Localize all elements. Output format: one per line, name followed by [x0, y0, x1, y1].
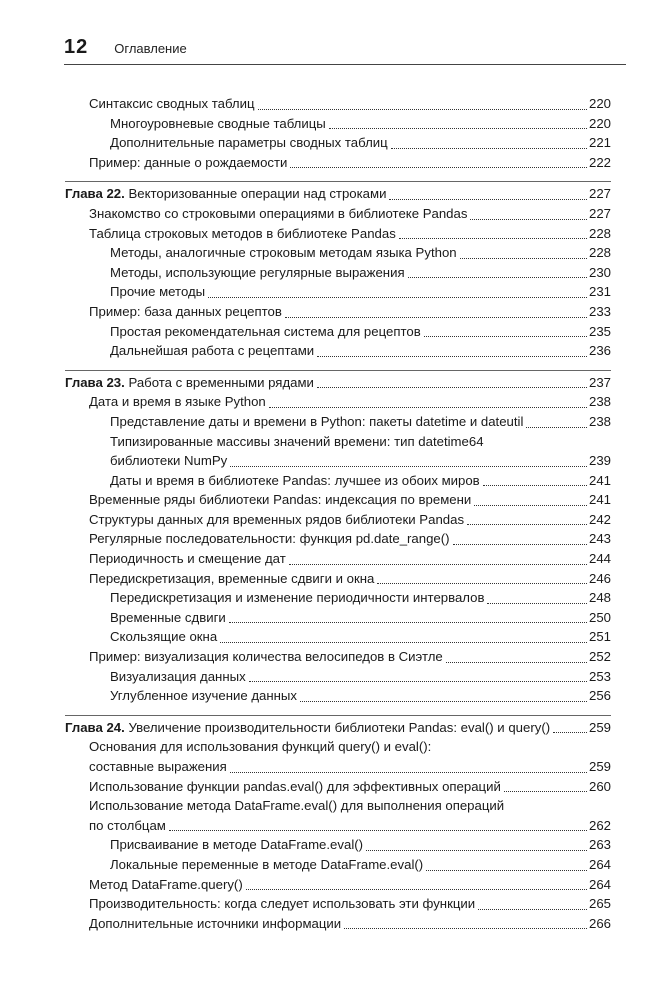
entry-title: Дополнительные параметры сводных таблиц — [110, 135, 388, 151]
page-ref: 220 — [588, 115, 611, 131]
page-ref: 265 — [588, 896, 611, 912]
entry-title: Периодичность и смещение дат — [89, 551, 286, 567]
dot-leader — [289, 563, 587, 565]
dot-leader — [470, 218, 587, 220]
dot-leader — [317, 386, 587, 388]
toc-section-entry[interactable] — [65, 569, 611, 589]
toc-section-entry[interactable] — [65, 94, 611, 114]
toc-section-entry[interactable] — [65, 204, 611, 224]
toc-subsection-entry[interactable] — [65, 133, 611, 153]
toc-entry-first-line[interactable]: Типизированные массивы значений времени: тип datetime64 — [110, 433, 484, 449]
chapter-gap — [65, 361, 611, 370]
toc-section-entry[interactable] — [65, 757, 611, 777]
entry-title: Производительность: когда следует использовать эти функции — [89, 896, 476, 912]
running-title: Оглавление — [114, 41, 187, 56]
dot-leader — [258, 108, 587, 110]
entry-title: Пример: визуализация количества велосипедов в Сиэтле — [89, 649, 443, 665]
page-ref: 241 — [588, 472, 611, 488]
toc-subsection-entry[interactable] — [65, 855, 611, 875]
entry-title: Методы, аналогичные строковым методам языка Python — [110, 245, 457, 261]
toc-section-entry[interactable] — [65, 392, 611, 412]
chapter-label: Глава 22. — [65, 186, 125, 202]
page-ref: 242 — [588, 511, 611, 527]
toc-section-entry[interactable] — [65, 816, 611, 836]
entry-title: Дополнительные источники информации — [89, 915, 342, 931]
toc-section-entry[interactable] — [65, 529, 611, 549]
dot-leader — [246, 888, 587, 890]
page-ref: 246 — [588, 570, 611, 586]
toc-subsection-entry[interactable] — [65, 451, 611, 471]
entry-title: библиотеки NumPy — [110, 453, 228, 469]
dot-leader — [229, 621, 587, 623]
dot-leader — [208, 296, 587, 298]
entry-title: Временные ряды библиотеки Pandas: индексация по времени — [89, 492, 472, 508]
page-ref: 259 — [588, 719, 611, 735]
page-ref: 250 — [588, 609, 611, 625]
page-ref: 238 — [588, 394, 611, 410]
entry-title: Дальнейшая работа с рецептами — [110, 343, 315, 359]
entry-title: Метод DataFrame.query() — [89, 876, 243, 892]
page-ref: 248 — [588, 590, 611, 606]
dot-leader — [460, 257, 587, 259]
toc-subsection-entry[interactable] — [65, 588, 611, 608]
page-ref: 228 — [588, 225, 611, 241]
chapter-label: Глава 24. — [65, 719, 125, 735]
toc-entry-first-line[interactable]: Основания для использования функций query() и eval(): — [89, 739, 432, 755]
table-of-contents — [65, 94, 611, 933]
dot-leader — [230, 771, 587, 773]
dot-leader — [377, 582, 587, 584]
page-ref: 259 — [588, 759, 611, 774]
page-ref: 264 — [588, 876, 611, 892]
toc-entry-first-line[interactable]: Использование метода DataFrame.eval() для выполнения операций — [89, 798, 505, 814]
page-ref: 238 — [588, 413, 611, 429]
page-ref: 266 — [588, 915, 611, 931]
entry-title: Пример: данные о рождаемости — [89, 154, 288, 170]
entry-title: Скользящие окна — [110, 629, 218, 645]
entry-title: Регулярные последовательности: функция pd.date_range() — [89, 531, 450, 547]
page-ref: 256 — [588, 688, 611, 704]
entry-title: Дата и время в языке Python — [89, 394, 266, 410]
entry-title: Синтаксис сводных таблиц — [89, 96, 255, 111]
chapter-separator — [65, 181, 611, 182]
toc-section-entry[interactable] — [65, 302, 611, 322]
page-ref: 252 — [588, 649, 611, 665]
toc-subsection-entry[interactable] — [65, 341, 611, 361]
dot-leader — [220, 641, 587, 643]
entry-title: Использование функции pandas.eval() для эффективных операций — [89, 778, 501, 794]
toc-subsection-entry[interactable] — [65, 412, 611, 432]
dot-leader — [467, 523, 587, 525]
page-ref: 251 — [588, 629, 611, 645]
dot-leader — [483, 484, 587, 486]
page-ref: 221 — [588, 135, 611, 151]
entry-title: Структуры данных для временных рядов библиотеки Pandas — [89, 511, 465, 527]
entry-title: Таблица строковых методов в библиотеке Pandas — [89, 225, 396, 241]
page-ref: 262 — [588, 817, 611, 833]
page-header — [64, 36, 626, 65]
entry-title: составные выражения — [89, 759, 227, 774]
entry-title: Знакомство со строковыми операциями в библиотеке Pandas — [89, 205, 468, 221]
page-ref: 263 — [588, 837, 611, 853]
toc-subsection-entry[interactable] — [65, 263, 611, 283]
page-ref: 244 — [588, 551, 611, 567]
page-number: 12 — [64, 36, 89, 58]
dot-leader — [285, 316, 587, 318]
entry-title: Передискретизация и изменение периодичности интервалов — [110, 590, 485, 606]
chapter-label: Глава 23. — [65, 374, 125, 390]
page-ref: 264 — [588, 856, 611, 872]
entry-title: Даты и время в библиотеке Pandas: лучшее из обоих миров — [110, 472, 480, 488]
page-ref: 241 — [588, 492, 611, 508]
chapter-separator — [65, 715, 611, 716]
page-ref: 227 — [588, 205, 611, 221]
page-ref: 220 — [588, 96, 611, 111]
toc-subsection-entry[interactable] — [65, 627, 611, 647]
entry-title: Пример: база данных рецептов — [89, 303, 282, 319]
chapter-entry[interactable] — [65, 184, 611, 204]
entry-title: Углубленное изучение данных — [110, 688, 298, 704]
dot-leader — [300, 700, 587, 702]
entry-title: Локальные переменные в методе DataFrame.eval() — [110, 856, 424, 872]
dot-leader — [553, 731, 587, 733]
page-ref: 260 — [588, 778, 611, 794]
dot-leader — [269, 406, 587, 408]
toc-subsection-entry[interactable] — [65, 471, 611, 491]
entry-title: Временные сдвиги — [110, 609, 226, 625]
chapter-entry[interactable] — [65, 718, 611, 738]
toc-section-entry[interactable] — [65, 777, 611, 797]
page-ref: 230 — [588, 264, 611, 280]
page-ref: 237 — [588, 374, 611, 390]
dot-leader — [344, 927, 587, 929]
dot-leader — [478, 908, 587, 910]
toc-section-entry[interactable] — [65, 510, 611, 530]
dot-leader — [408, 276, 587, 278]
toc-subsection-entry[interactable] — [65, 686, 611, 706]
dot-leader — [249, 680, 587, 682]
toc-subsection-entry[interactable] — [65, 243, 611, 263]
page-ref: 235 — [588, 323, 611, 339]
entry-title: Прочие методы — [110, 284, 206, 300]
toc-section-entry[interactable] — [65, 490, 611, 510]
toc-section-entry[interactable] — [65, 875, 611, 895]
dot-leader — [487, 602, 587, 604]
dot-leader — [399, 237, 587, 239]
dot-leader — [329, 127, 587, 129]
dot-leader — [391, 147, 587, 149]
toc-section-entry[interactable] — [65, 894, 611, 914]
toc-subsection-entry[interactable] — [65, 322, 611, 342]
page-ref: 253 — [588, 668, 611, 684]
toc-subsection-entry[interactable] — [65, 608, 611, 628]
page-ref: 227 — [588, 186, 611, 202]
toc-section-entry[interactable] — [65, 153, 611, 173]
dot-leader — [230, 465, 587, 467]
toc-section-entry[interactable] — [65, 224, 611, 244]
dot-leader — [169, 829, 587, 831]
entry-title: Присваивание в методе DataFrame.eval() — [110, 837, 364, 853]
toc-subsection-entry[interactable] — [65, 667, 611, 687]
toc-subsection-entry[interactable] — [65, 282, 611, 302]
dot-leader — [526, 426, 587, 428]
toc-subsection-entry[interactable] — [65, 114, 611, 134]
chapter-entry[interactable] — [65, 373, 611, 393]
page-ref: 236 — [588, 343, 611, 359]
toc-section-entry[interactable] — [65, 914, 611, 934]
dot-leader — [426, 869, 587, 871]
entry-title: Методы, использующие регулярные выражения — [110, 264, 405, 280]
dot-leader — [366, 849, 587, 851]
page-ref: 243 — [588, 531, 611, 547]
dot-leader — [504, 790, 587, 792]
dot-leader — [389, 198, 587, 200]
page-ref: 233 — [588, 303, 611, 319]
page-ref: 231 — [588, 284, 611, 300]
chapter-title: Работа с временными рядами — [128, 374, 314, 390]
entry-title: по столбцам — [89, 817, 166, 833]
dot-leader — [453, 543, 587, 545]
chapter-title: Увеличение производительности библиотеки Pandas: eval() и query() — [128, 719, 551, 735]
chapter-title: Векторизованные операции над строками — [128, 186, 387, 202]
entry-title: Многоуровневые сводные таблицы — [110, 115, 326, 131]
entry-title: Представление даты и времени в Python: пакеты datetime и dateutil — [110, 413, 524, 429]
chapter-gap — [65, 706, 611, 715]
chapter-gap — [65, 172, 611, 181]
toc-section-entry[interactable] — [65, 647, 611, 667]
page-ref: 239 — [588, 453, 611, 469]
dot-leader — [446, 661, 587, 663]
toc-section-entry[interactable] — [65, 549, 611, 569]
entry-title: Визуализация данных — [110, 668, 246, 684]
dot-leader — [474, 504, 587, 506]
toc-subsection-entry[interactable] — [65, 835, 611, 855]
entry-title: Передискретизация, временные сдвиги и окна — [89, 570, 375, 586]
entry-title: Простая рекомендательная система для рецептов — [110, 323, 421, 339]
dot-leader — [424, 335, 587, 337]
dot-leader — [290, 166, 587, 168]
chapter-separator — [65, 370, 611, 371]
page-ref: 228 — [588, 245, 611, 261]
page-ref: 222 — [588, 154, 611, 170]
dot-leader — [317, 355, 587, 357]
